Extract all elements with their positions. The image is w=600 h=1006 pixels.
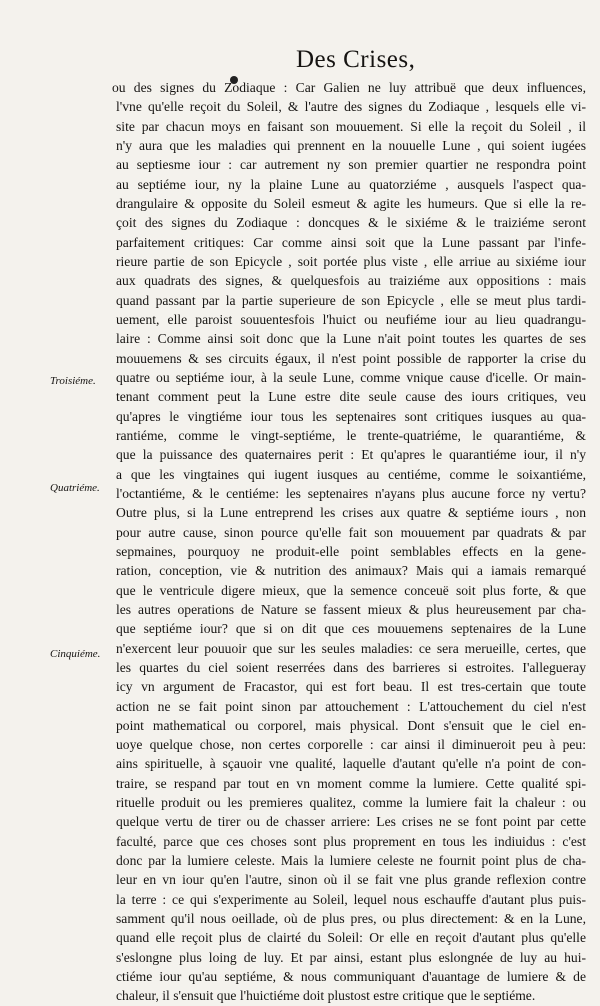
text-line: ration, conception, vie & nutrition des animaux? Mais qui a iamais remarqué (116, 563, 586, 579)
text-line: l'vne qu'elle reçoit du Soleil, & l'autre des signes du Zodiaque , lesquels elle vi- (116, 99, 586, 115)
margin-note-quatrieme: Quatriéme. (50, 482, 100, 494)
text-line: n'exercent leur pouuoir que sur les seules maladies: ce sera merueille, certes, que (116, 640, 586, 656)
text-line: quelque vertu de tirer ou de chasser arriere: Les crises ne se font point par cette (116, 814, 586, 830)
text-line: aux quadrats des signes, & quelquesfois au traiziéme aux oppositions : mais (116, 273, 586, 289)
text-line: parfaitement critiques: Car comme ainsi soit que la Lune passant par l'infe- (116, 234, 586, 250)
text-line: au septiéme iour, ny la plaine Lune au quatorziéme , ausquels l'aspect qua- (116, 176, 586, 192)
text-line: ctiéme iour qu'au septiéme, & nous communiquant d'auantage de lumiere & de (116, 969, 586, 985)
text-line: action ne se fait point sinon par attouchement : L'attouchement du ciel n'est (116, 698, 586, 714)
text-line: mouuemens & ses circuits égaux, il n'est point possible de rapporter la crise du (116, 350, 586, 366)
running-head: Des Crises, (296, 46, 416, 73)
text-line: faculté, parce que ces choses sont plus proprement en tous les indiuidus : c'est (116, 833, 586, 849)
text-line: sepmaines, pourquoy ne produit-elle point semblables effects en la gene- (116, 543, 586, 559)
text-line: tenant comment peut la Lune estre dite seule cause des iours critiques, veu (116, 389, 586, 405)
text-line: drangulaire & opposite du Soleil esmeut & agite les humeurs. Que si elle la re- (116, 195, 586, 211)
text-line: au septiesme iour : car autrement ny son premier quartier ne respondra point (116, 157, 586, 173)
text-line: que septiéme iour? que si on dit que ces mouuemens septenaires de la Lune (116, 621, 586, 637)
margin-note-cinquieme: Cinquiéme. (50, 648, 101, 660)
text-line: traire, se respand par tout en vn moment comme la lumiere. Cette qualité spi- (116, 775, 586, 791)
text-line: les autres operations de Nature se fassent mieux & plus heureusement par cha- (116, 601, 586, 617)
text-line: n'y aura que les maladies qui prennent en la nouuelle Lune , qui soient iugées (116, 137, 586, 153)
margin-note-troisieme: Troisiéme. (50, 375, 96, 387)
text-line: chaleur, il s'ensuit que l'huictiéme doit plustost estre critique que le septiéme. (116, 988, 536, 1004)
text-line: uoye quelque chose, non certes corporelle : car ainsi il diminueroit peu à peu: (116, 737, 586, 753)
text-line: la terre : ce qui s'experimente au Soleil, lequel nous eschauffe d'autant plus puis- (116, 891, 586, 907)
text-line: que le ventricule digere mieux, que la semence conceuë soit plus forte, & que (116, 582, 586, 598)
text-line: uement, elle paroist souuentesfois l'huict ou neufiéme iour au lieu quadrangu- (116, 311, 586, 327)
text-line: ou des signes du Zodiaque : Car Galien ne luy attribuë que deux influences, (112, 80, 586, 95)
text-line: leur en vn iour qu'en l'autre, sinon où il se fait vne plus grande reflexion contre (116, 872, 586, 888)
text-line: icy vn argument de Fracastor, qui est fort beau. Il est tres-certain que toute (116, 679, 586, 695)
text-line: Outre plus, si la Lune entreprend les crises aux quatre & septiéme iours , non (116, 505, 586, 521)
text-line: rituelle produit ou les premieres qualitez, comme la lumiere fait la chaleur : ou (116, 795, 586, 811)
text-line: s'eslongne plus loing de luy. Et par ainsi, estant plus eslongnée de luy au hui- (116, 949, 586, 965)
text-line: donc par la lumiere celeste. Mais la lumiere celeste ne fournit point plus de cha- (116, 853, 586, 869)
text-line: ains spirituelle, à sçauoir vne qualité, laquelle d'autant qu'elle n'a point de con- (116, 756, 586, 772)
text-line: çoit des signes du Zodiaque : doncques & le sixiéme & le traiziéme seront (116, 215, 586, 231)
text-line: laire : Comme ainsi soit donc que la Lune n'ait point toutes les quartes de ses (116, 331, 586, 347)
text-line: qu'apres le vingtiéme iour tous les septenaires sont critiques iusques au qua- (116, 408, 586, 424)
text-line: quand passant par la partie superieure de son Epicycle , elle se meut plus tardi- (116, 292, 586, 308)
text-line: l'octantiéme, & le centiéme: les septenaires n'ayans plus aucune force ny vertu? (116, 485, 586, 501)
text-line: rieure partie de son Epicycle , soit portée plus viste , elle arriue au sixiéme iour (116, 253, 586, 269)
text-line: rantiéme, comme le vingt-septiéme, le trente-quatriéme, le quarantiéme, & (116, 427, 586, 443)
body-text (112, 78, 586, 1006)
text-line: pour autre cause, sinon pource qu'elle fait son mouuement par quadrats & par (116, 524, 586, 540)
text-line: quand elle reçoit plus de clairté du Soleil: Or elle en reçoit d'autant plus qu'elle (116, 930, 586, 946)
text-line: site par chacun moys en faisant son mouuement. Si elle la reçoit du Soleil , il (116, 118, 586, 134)
text-line: samment qu'il nous oeillade, où de plus pres, ou plus directement: & en la Lune, (116, 911, 586, 927)
text-line: quatre ou septiéme iour, à la seule Lune, comme vnique cause d'icelle. Or main- (116, 369, 586, 385)
text-line: les quartes du ciel soient reserrées dans des barrieres si estroites. I'allegueray (116, 659, 586, 675)
text-line: a que les vingtaines qui iugent iusques au centiéme, comme le soixantiéme, (116, 466, 586, 482)
text-line: point mathematical ou corporel, mais physical. Dont s'ensuit que le ciel en- (116, 717, 586, 733)
text-line: que la puissance des quaternaires perit : Et qu'apres le quarantiéme iour, il n'y (116, 447, 586, 463)
